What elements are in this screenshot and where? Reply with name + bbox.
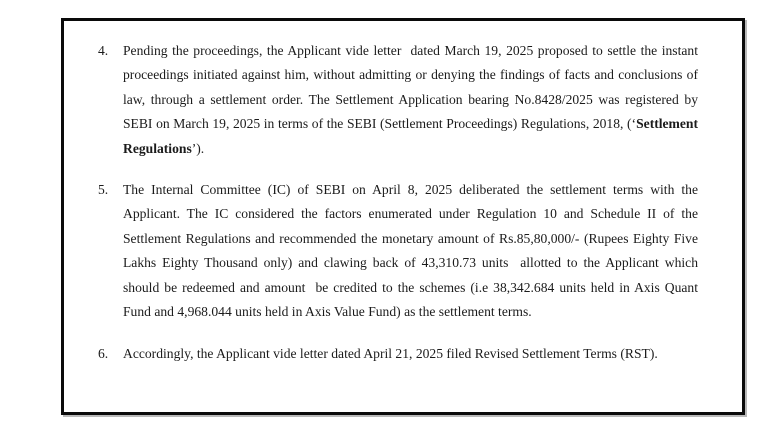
paragraph-number-6: 6. bbox=[98, 346, 109, 362]
numbered-paragraph-4 bbox=[98, 39, 702, 161]
document-body bbox=[98, 39, 702, 367]
paragraph-text-4 bbox=[123, 39, 702, 161]
defined-term-settlement-regulations: Settlement Regulations bbox=[123, 116, 702, 156]
paragraph-text-6: Accordingly, the Applicant vide letter dated April 21, 2025 filed Revised Settlement Terms (RST). bbox=[123, 346, 658, 362]
paragraph-number-5: 5. bbox=[98, 182, 109, 198]
paragraph-4-text-segment-1: Pending the proceedings, the Applicant vide letter dated March 19, 2025 proposed to settle the instant proceedings initiated against him, without admitting or denying the findings of facts and conclusions of law, through a settlement order. The Settlement Application bearing No.8428/2025 was registered by SEBI on March 19, 2025 in terms of the SEBI (Settlement Proceedings) Regulations, 2018, (‘ bbox=[123, 43, 702, 132]
document-page-frame bbox=[61, 18, 745, 415]
paragraph-text-5: The Internal Committee (IC) of SEBI on April 8, 2025 deliberated the settlement terms with the Applicant. The IC considered the factors enumerated under Regulation 10 and Schedule II of the Settlement Regulations and recommended the monetary amount of Rs.85,80,000/- (Rupees Eighty Five Lakhs Eighty Thousand only) and clawing back of 43,310.73 units allotted to the Applicant which should be redeemed and amount be credited to the schemes (i.e 38,342.684 units held in Axis Quant Fund and 4,968.044 units held in Axis Value Fund) as the settlement terms. bbox=[123, 182, 702, 320]
numbered-paragraph-6 bbox=[98, 342, 698, 366]
numbered-paragraph-5 bbox=[98, 178, 702, 324]
paragraph-number-4: 4. bbox=[98, 43, 109, 58]
paragraph-4-text-segment-2: ’). bbox=[191, 140, 205, 156]
